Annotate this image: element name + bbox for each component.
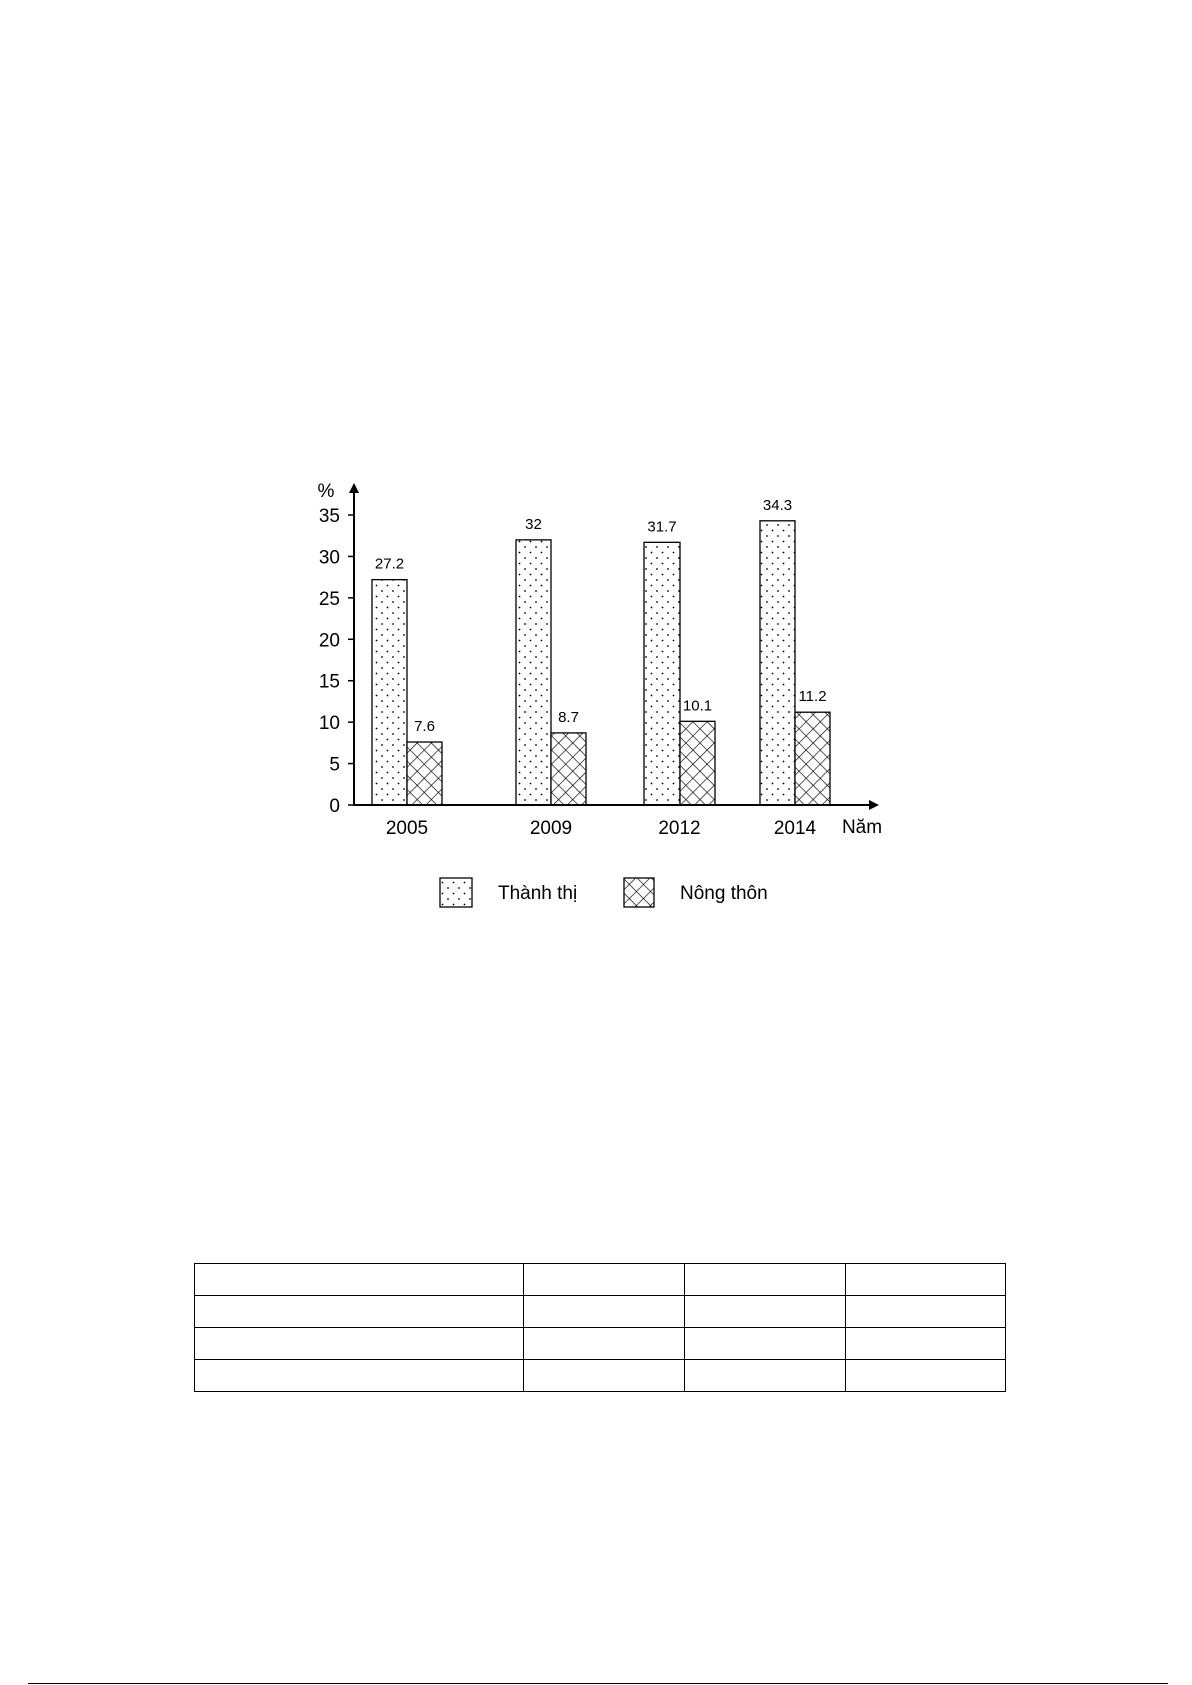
table-cell bbox=[846, 1264, 1006, 1296]
table-cell bbox=[846, 1360, 1006, 1392]
legend-label-thanh-thi: Thành thị bbox=[498, 883, 578, 904]
bar-thanh-thi-2012 bbox=[644, 542, 680, 805]
page-bottom-rule bbox=[28, 1683, 1168, 1684]
data-label: 10.1 bbox=[682, 697, 713, 715]
data-label: 31.7 bbox=[647, 518, 677, 536]
table-cell bbox=[685, 1328, 846, 1360]
data-table bbox=[194, 1263, 1006, 1392]
table-cell bbox=[524, 1360, 685, 1392]
legend-swatch-nong-thon bbox=[624, 878, 654, 907]
table-cell bbox=[195, 1296, 524, 1328]
data-label: 11.2 bbox=[798, 688, 827, 706]
y-axis-unit: % bbox=[317, 481, 335, 502]
table-cell bbox=[524, 1296, 685, 1328]
table-row bbox=[195, 1296, 1006, 1328]
data-label: 8.7 bbox=[558, 708, 579, 726]
data-labels bbox=[375, 497, 827, 735]
table-cell bbox=[195, 1328, 524, 1360]
x-axis-title: Năm bbox=[841, 817, 883, 838]
bars bbox=[372, 521, 830, 805]
y-tick-label: 0 bbox=[329, 796, 340, 817]
bar-nong-thon-2005 bbox=[407, 742, 442, 805]
y-tick-label: 5 bbox=[329, 754, 340, 776]
data-label: 7.6 bbox=[414, 718, 435, 736]
x-tick-label: 2005 bbox=[385, 818, 429, 839]
y-tick-label: 10 bbox=[318, 713, 340, 735]
table-cell bbox=[685, 1264, 846, 1296]
y-tick-label: 35 bbox=[318, 506, 340, 527]
x-axis-ticks bbox=[386, 818, 817, 839]
y-tick-label: 20 bbox=[318, 630, 340, 652]
bar-nong-thon-2014 bbox=[795, 712, 830, 805]
legend-swatch-thanh-thi bbox=[440, 878, 472, 907]
y-tick-label: 15 bbox=[318, 671, 340, 693]
legend-label-nong-thon: Nông thôn bbox=[680, 883, 768, 904]
table-cell bbox=[195, 1360, 524, 1392]
table-cell bbox=[685, 1296, 846, 1328]
data-label: 27.2 bbox=[374, 555, 405, 573]
x-tick-label: 2009 bbox=[529, 818, 573, 839]
table-cell bbox=[524, 1264, 685, 1296]
table-cell bbox=[195, 1264, 524, 1296]
x-tick-label: 2012 bbox=[658, 818, 701, 839]
y-tick-label: 25 bbox=[318, 588, 340, 610]
y-axis-ticks bbox=[319, 506, 354, 817]
bar-nong-thon-2012 bbox=[680, 721, 715, 805]
bar-thanh-thi-2005 bbox=[372, 580, 407, 805]
table-cell bbox=[685, 1360, 846, 1392]
table-row bbox=[195, 1360, 1006, 1392]
table-row bbox=[195, 1264, 1006, 1296]
table-cell bbox=[524, 1328, 685, 1360]
bar-thanh-thi-2009 bbox=[516, 540, 551, 805]
legend bbox=[440, 878, 768, 907]
x-tick-label: 2014 bbox=[773, 818, 817, 839]
y-tick-label: 30 bbox=[318, 547, 340, 569]
table-cell bbox=[846, 1296, 1006, 1328]
bar-nong-thon-2009 bbox=[551, 733, 586, 805]
data-label: 34.3 bbox=[762, 496, 793, 514]
data-label: 32 bbox=[525, 515, 542, 533]
bar-thanh-thi-2014 bbox=[760, 521, 795, 805]
table-row bbox=[195, 1328, 1006, 1360]
table-cell bbox=[846, 1328, 1006, 1360]
